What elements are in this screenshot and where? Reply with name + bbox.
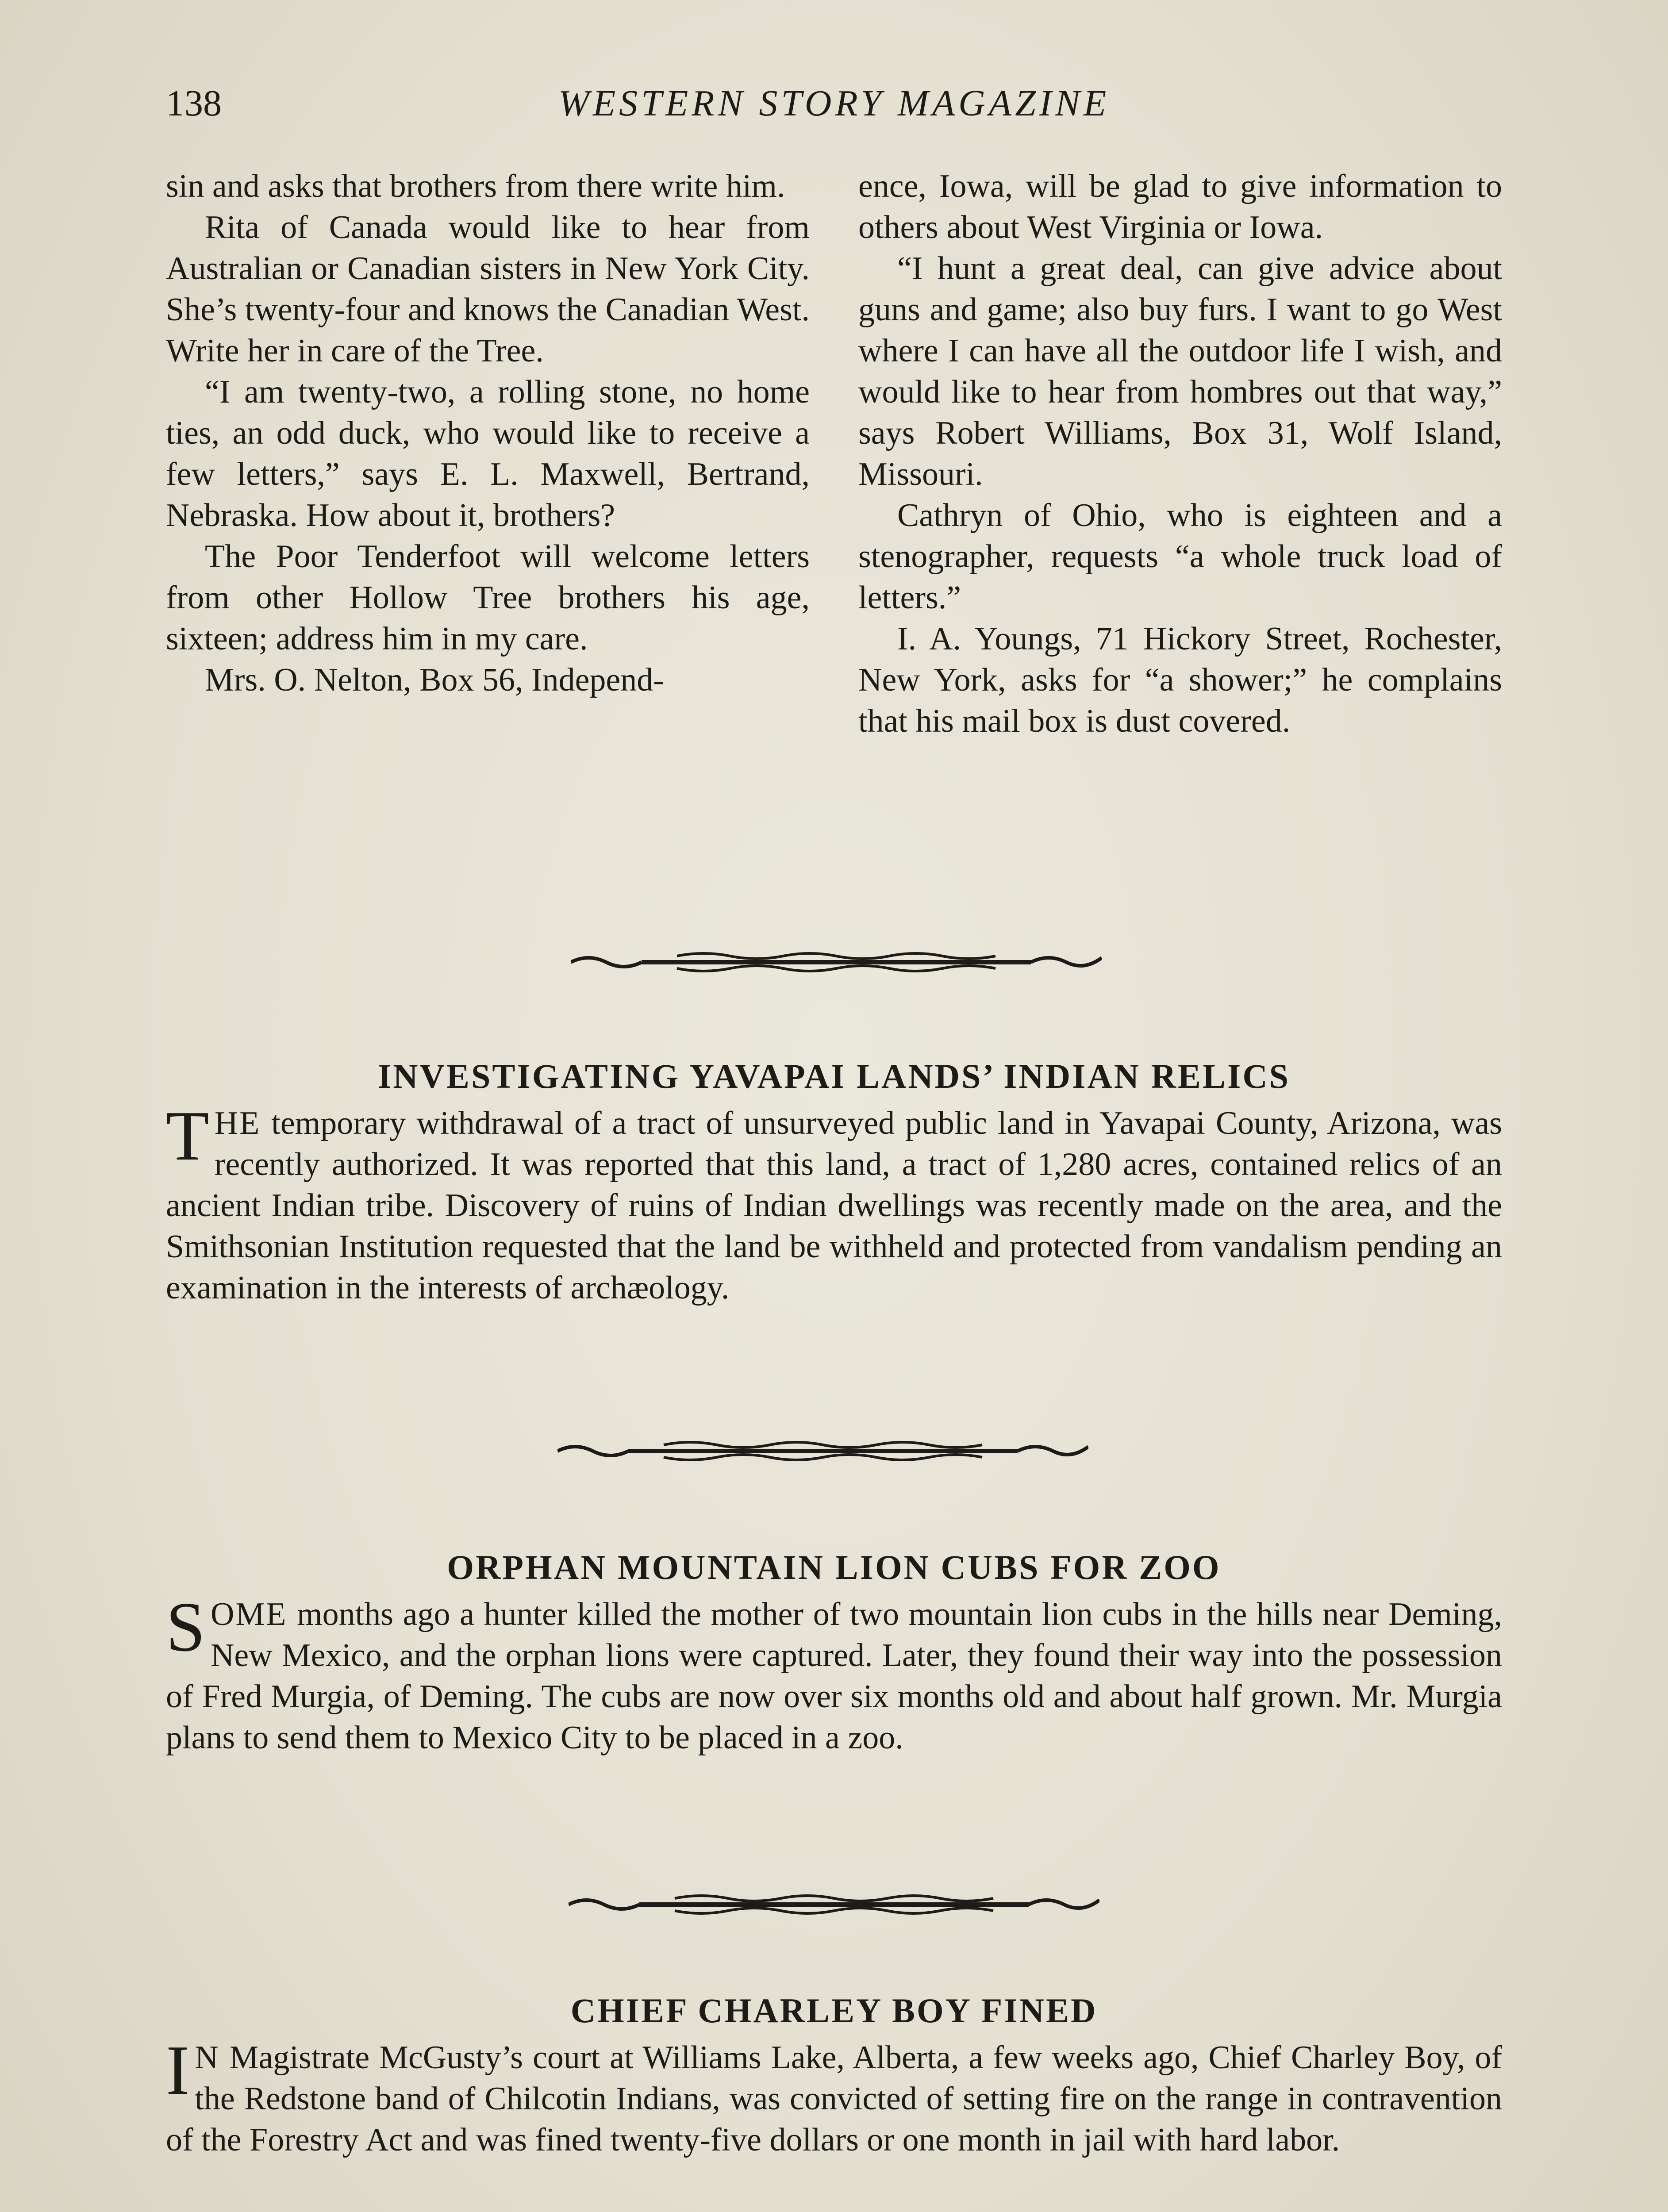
- drop-cap: S: [166, 1587, 205, 1666]
- paragraph: sin and asks that brothers from there write him.: [166, 168, 785, 204]
- hollow-tree-column-left: [166, 166, 810, 701]
- drop-cap: T: [166, 1096, 209, 1175]
- article-body: [166, 2031, 1502, 2161]
- wavy-line-divider-icon: [557, 1433, 1088, 1464]
- article-body: [166, 1096, 1502, 1309]
- paragraph: Mrs. O. Nelton, Box 56, Independ-: [205, 662, 664, 698]
- article-lion-cubs: [166, 1543, 1502, 1759]
- paragraph: Rita of Canada would like to hear from Australian or Canadian sisters in New York City. She’s twenty-four and knows the Canadian West. Write her in care of the Tree.: [166, 209, 810, 369]
- paragraph: “I am twenty-two, a rolling stone, no home ties, an odd duck, who would like to receive a few letters,” says E. L. Maxwell, Bertrand, Nebraska. How about it, brothers?: [166, 374, 810, 534]
- article-text: Magistrate McGusty’s court at Williams Lake, Alberta, a few weeks ago, Chief Charley Boy, of the Redstone band of Chilcotin Indians, was convicted of setting fire on the range in contravention of the Forestry Act and was fined twenty-five dollars or one month in jail with hard labor.: [166, 2039, 1502, 2158]
- paragraph: “I hunt a great deal, can give advice about guns and game; also buy furs. I want to go West where I can have all the outdoor life I wish, and would like to hear from hombres out that way,” says Robert Williams, Box 31, Wolf Island, Missouri.: [858, 250, 1502, 492]
- article-title: ORPHAN MOUNTAIN LION CUBS FOR ZOO: [447, 1548, 1221, 1586]
- paragraph: ence, Iowa, will be glad to give information to others about West Virginia or Iowa.: [858, 168, 1502, 246]
- article-title: CHIEF CHARLEY BOY FINED: [570, 1991, 1098, 2030]
- article-title: INVESTIGATING YAVAPAI LANDS’ INDIAN RELICS: [377, 1057, 1291, 1095]
- paragraph: I. A. Youngs, 71 Hickory Street, Rochester, New York, asks for “a shower;” he complains that his mail box is dust covered.: [858, 621, 1502, 739]
- article-text: temporary withdrawal of a tract of unsurveyed public land in Yavapai County, Arizona, was recently authorized. It was reported that this land, a tract of 1,280 acres, contained relics of an ancient Indian tribe. Discovery of ruins of Indian dwellings was recently made on the area, and the Smithsonian Institution requested that the land be withheld and protected from vandalism pending an examination in the interests of archæology.: [166, 1105, 1502, 1306]
- lead-letters: HE: [214, 1105, 261, 1141]
- article-body: [166, 1587, 1502, 1759]
- drop-cap: I: [166, 2031, 190, 2109]
- page-number: 138: [166, 83, 222, 124]
- running-title: WESTERN STORY MAGAZINE: [558, 83, 1110, 124]
- article-charley-boy: [166, 1986, 1502, 2161]
- wavy-line-divider-icon: [571, 945, 1102, 975]
- lead-letters: OME: [210, 1596, 288, 1632]
- paragraph: The Poor Tenderfoot will welcome letters from other Hollow Tree brothers his age, sixteen; address him in my care.: [166, 538, 810, 657]
- page-header: [166, 82, 1502, 131]
- hollow-tree-column-right: [858, 166, 1502, 742]
- wavy-line-divider-icon: [569, 1887, 1099, 1918]
- article-yavapai: [166, 1052, 1502, 1309]
- article-text: months ago a hunter killed the mother of two mountain lion cubs in the hills near Deming, New Mexico, and the orphan lions were captured. Later, they found their way into the possession of Fred Murgia, of Deming. The cubs are now over six months old and about half grown. Mr. Murgia plans to send them to Mexico City to be placed in a zoo.: [166, 1596, 1502, 1756]
- lead-letters: N: [195, 2039, 220, 2076]
- paragraph: Cathryn of Ohio, who is eighteen and a stenographer, requests “a whole truck load of letters.”: [858, 497, 1502, 616]
